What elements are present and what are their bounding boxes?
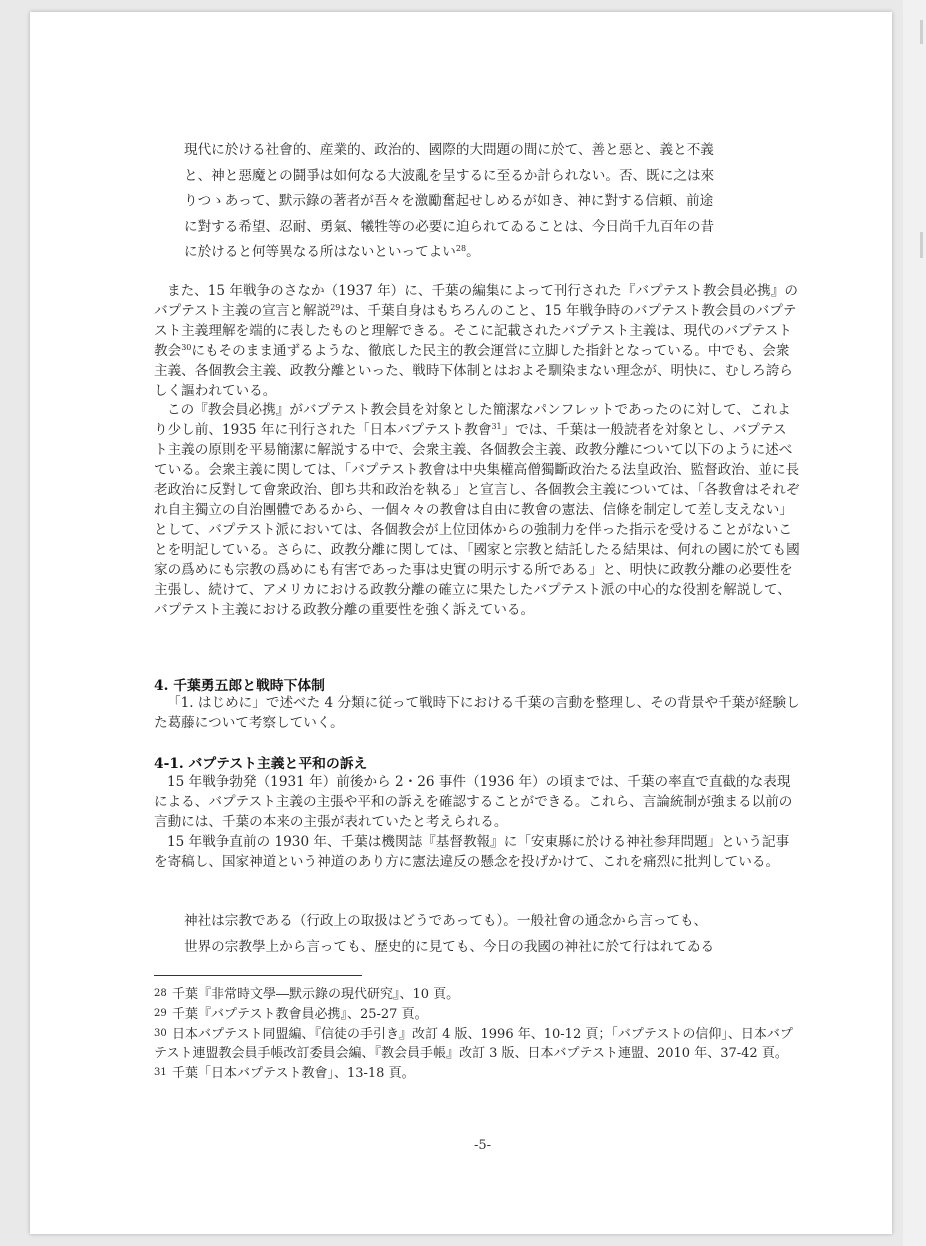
quote-line: 世界の宗教學上から言っても、歴史的に見ても、今日の我國の神社に於て行はれてゐる — [184, 938, 715, 955]
body-section — [154, 282, 800, 620]
quote-line: に對する希望、忍耐、勇氣、犧牲等の必要に迫られてゐることは、今日尚千九百年の昔 — [184, 218, 715, 235]
footnote-number: 29 — [154, 1008, 167, 1019]
paragraph-text: また、15 年戦争のさなか（1937 年）に、千葉の編集によって刊行された『バプテスト教会員必携』のバプテスト主義の宣言と解説 — [154, 283, 798, 319]
paragraph-text: は、千葉自身はもちろんのこと、15 年戦争時のバプテスト教会員のバプテスト主義理解を端的に表したものと理解できる。そこに記載されたバプテスト主義は、現代のバプテスト教会 — [154, 302, 797, 359]
paragraph: 15 年戦争勃発（1931 年）前後から 2・26 事件（1936 年）の頃までは、千葉の率直で直截的な表現による、バプテスト主義の主張や平和の訴えを確認することができる。これら、言論統制が強まる以前の言動には、千葉の本来の主張が表れていたと考えられる。 — [154, 774, 793, 830]
paragraph: 15 年戦争直前の 1930 年、千葉は機関誌『基督教報』に「安東縣に於ける神社参拜問題」という記事を寄稿し、国家神道という神道のあり方に憲法違反の懸念を投げかけて、これを痛烈に批判している。 — [154, 833, 790, 870]
footnote — [154, 1004, 800, 1024]
footnote — [154, 984, 800, 1004]
quote-line: りつゝあって、默示錄の著者が吾々を激勵奮起せしめるが如き、神に對する信頼、前途 — [184, 193, 714, 209]
page-number: -5- — [474, 1138, 492, 1153]
body-section — [154, 694, 800, 734]
quote-line: 神社は宗教である（行政上の取扱はどうであっても）。一般社會の通念から言っても、 — [184, 913, 708, 929]
block-quote — [184, 138, 800, 266]
footnote-text: 日本バプテスト同盟編、『信徒の手引き』改訂 4 版、1996 年、10-12 頁；「バプテストの信仰」、日本バプテスト連盟教会員手帳改訂委員会編、『教会員手帳』改訂 3 版、日本バプテスト連盟、2010 年、37-42 頁。 — [154, 1027, 793, 1061]
footnote-ref[interactable]: 29 — [330, 302, 341, 312]
footnote-number: 28 — [154, 988, 167, 999]
footnote-ref[interactable]: 30 — [181, 342, 192, 352]
scroll-indicator[interactable] — [920, 20, 923, 44]
scroll-indicator[interactable] — [920, 232, 923, 258]
paragraph — [154, 401, 800, 620]
paragraph-text: 」では、千葉は一般読者を対象とし、バプテスト主義の原則を平易簡潔に解説する中で、会衆主義、各個教会主義、政教分離について以下のように述べている。会衆主義に関しては、「バプテスト教會は中央集權高僧獨斷政治たる法皇政治、監督政治、並に長老政治に反對して會衆政治、卽ち共和政治を執る」と宣言し、各個教会主義については、「各教會はそれぞれ自主獨立の自治團體であるから、一個々々の教會は自由に教會の憲法、信條を制定して差し支えない」として、バプテスト派においては、各個教会が上位団体からの強制力を伴った指示を受けることがないことを明記している。さらに、政教分離に関しては、「國家と宗教と結託したる結果は、何れの國に於ても國家の爲めにも宗教の爲めにも有害であった事は史實の明示する所である」と、明快に政教分離の必要性を主張し、続けて、アメリカにおける政教分離の確立に果たしたバプテスト派の中心的な役割を解説して、バプテスト主義における政教分離の重要性を強く訴えている。 — [154, 422, 800, 618]
footnote-text: 千葉「日本バプテスト教會」、13-18 頁。 — [172, 1066, 415, 1081]
footnote-text: 千葉『バプテスト教會員必携』、25-27 頁。 — [172, 1007, 428, 1022]
section-heading: 4. 千葉勇五郎と戦時下体制 — [154, 678, 325, 694]
viewer-side-strip — [903, 0, 926, 1246]
paragraph — [154, 282, 800, 401]
quote-line-end: 。 — [466, 244, 480, 260]
footnote-number: 30 — [154, 1028, 167, 1039]
footnote — [154, 1063, 800, 1083]
paragraph-text: この『教会員必携』がバプテスト教会員を対象とした簡潔なパンフレットであったのに対して、これより少し前、1935 年に刊行された「日本バプテスト教會 — [154, 402, 791, 439]
quote-line: 現代に於ける社會的、産業的、政治的、國際的大問題の間に於て、善と惡と、義と不義 — [184, 142, 714, 158]
quote-line — [184, 240, 800, 266]
quote-line: と、神と惡魔との鬪爭は如何なる大波亂を呈するに至るか計られない。否、既に之は來 — [184, 167, 715, 184]
footnote — [154, 1024, 800, 1063]
body-section — [154, 773, 800, 873]
document-page — [30, 12, 892, 1234]
paragraph-text: にもそのまま通ずるような、徹底した民主的教会運営に立脚した指針となっている。中でも、会衆主義、各個教会主義、政教分離といった、戦時下体制とはおよそ馴染まない理念が、明快に、むしろ誇らしく謳われている。 — [154, 342, 793, 399]
quote-line-text: に於けると何等異なる所はないといってよい — [184, 244, 456, 260]
paragraph: 「1. はじめに」で述べた 4 分類に従って戦時下における千葉の言動を整理し、その背景や千葉が経験した葛藤について考察していく。 — [154, 695, 800, 731]
footnote-ref[interactable]: 31 — [491, 422, 502, 432]
block-quote — [184, 909, 800, 960]
footnote-number: 31 — [154, 1067, 167, 1078]
footnote-divider — [154, 975, 362, 976]
footnote-text: 千葉『非常時文學―默示錄の現代研究』、10 頁。 — [172, 987, 460, 1002]
footnote-ref[interactable]: 28 — [455, 244, 467, 253]
footnotes — [154, 984, 800, 1083]
subsection-heading: 4-1. バプテスト主義と平和の訴え — [154, 756, 368, 772]
